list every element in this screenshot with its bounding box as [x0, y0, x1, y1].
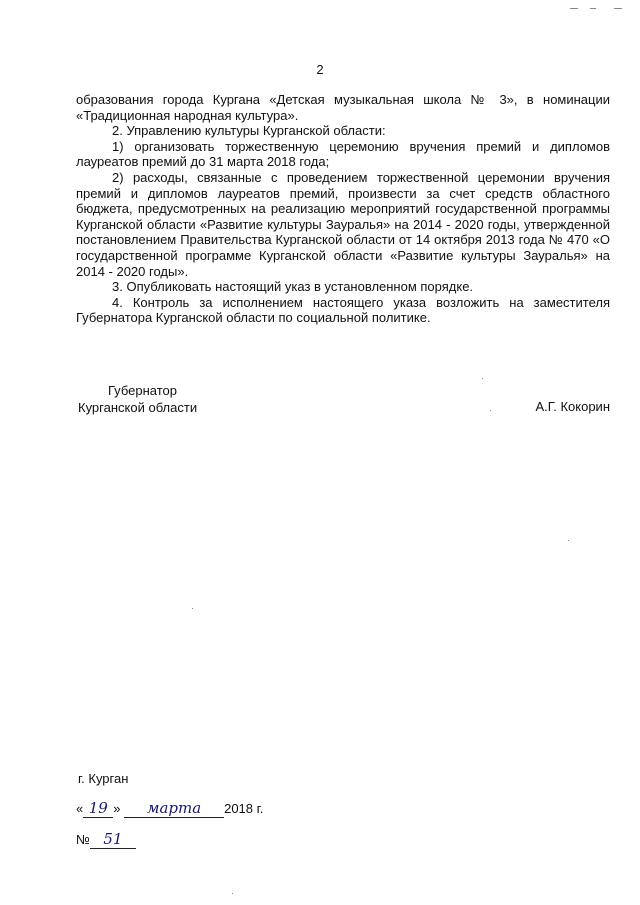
- paragraph-item-3: 3. Опубликовать настоящий указ в установленном порядке.: [112, 279, 474, 295]
- number-sign: №: [76, 832, 90, 847]
- date-month: марта: [124, 799, 224, 818]
- date-day: 19: [83, 799, 113, 818]
- signatory-title-line2: Курганской области: [78, 400, 198, 415]
- decree-body: [76, 92, 610, 326]
- scan-speck: [490, 410, 491, 411]
- signatory-title: [78, 382, 197, 416]
- paragraph-subitem-2: 2) расходы, связанные с проведением торжественной церемонии вручения премий и дипломов лауреатов премий, произвести за счет средств областного бюджета, предусмотренных на реализацию мероприятий государственной программы Курганской области «Развитие культуры Зауралья» на 2014 - 2020 годы, утвержденной постановлением Правительства Курганской области от 14 октября 2013 года № 470 «О государственной программе Курганской области «Развитие культуры Зауралья» на 2014 - 2020 годы».: [76, 169, 610, 279]
- scan-speck: [232, 893, 233, 894]
- scan-speck: [482, 378, 483, 379]
- signatory-title-line1: Губернатор: [108, 383, 177, 398]
- scan-mark: [590, 8, 596, 9]
- scan-mark: [614, 8, 622, 9]
- paragraph-item-4: 4. Контроль за исполнением настоящего указа возложить на заместителя Губернатора Курганской области по социальной политике.: [76, 294, 610, 326]
- paragraph-continuation: образования города Кургана «Детская музыкальная школа № 3», в номинации «Традиционная народная культура».: [76, 92, 610, 123]
- date-line: [76, 799, 263, 818]
- date-year: 2018 г.: [224, 801, 264, 816]
- decree-number-line: [76, 830, 136, 849]
- scan-mark: [570, 8, 578, 9]
- signatory-name: А.Г. Кокорин: [535, 399, 610, 414]
- scan-speck: [568, 540, 569, 541]
- date-close-quote: »: [113, 801, 121, 816]
- place-of-signing: г. Курган: [78, 771, 129, 786]
- paragraph-subitem-1: 1) организовать торжественную церемонию вручения премий и дипломов лауреатов премий до 31 марта 2018 года;: [76, 138, 610, 170]
- date-open-quote: «: [76, 801, 84, 816]
- page-number: 2: [316, 62, 324, 77]
- decree-number: 51: [90, 830, 136, 849]
- scan-speck: [192, 608, 193, 609]
- paragraph-item-2: 2. Управлению культуры Курганской области:: [112, 123, 386, 139]
